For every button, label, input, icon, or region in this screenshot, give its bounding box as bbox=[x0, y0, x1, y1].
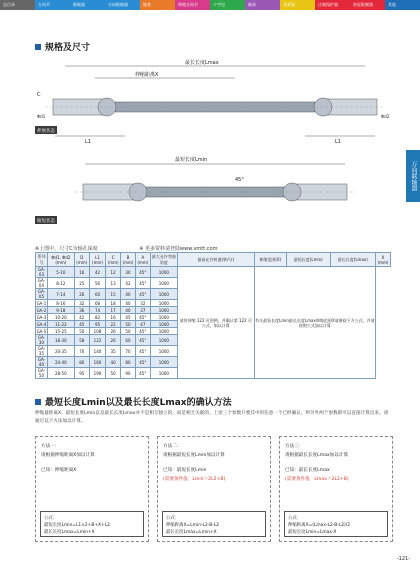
table-cell: 1000 bbox=[150, 278, 177, 289]
table-cell: 140 bbox=[89, 346, 105, 357]
table-cell: 7-14 bbox=[47, 289, 74, 300]
table-cell: 50 bbox=[106, 368, 121, 379]
table-cell: 1000 bbox=[150, 368, 177, 379]
table-cell: 40 bbox=[121, 307, 136, 314]
table-cell: 45° bbox=[135, 267, 150, 278]
table-cell: 15 bbox=[106, 289, 121, 300]
table-cell: 36 bbox=[74, 307, 89, 314]
formula-line-1: 伸缩距离X=(Lmax-L2-B-L2)/2 bbox=[288, 523, 351, 528]
table-cell: 20-35 bbox=[47, 346, 74, 357]
extended-coupling bbox=[45, 66, 385, 136]
method-known: 已知：最短长度Lmin bbox=[163, 468, 207, 473]
table-cell: 50 bbox=[121, 321, 136, 328]
nav-item-7[interactable]: 轴承 bbox=[245, 0, 280, 10]
table-cell: 45 bbox=[74, 321, 89, 328]
method-subtitle: 请根据最短长度Lmin加以计算 bbox=[163, 453, 225, 458]
table-cell: 1000 bbox=[150, 335, 177, 346]
section2-title-text: 最短长度Lmin以及最长长度Lmax的确认方法 bbox=[45, 398, 232, 408]
table-cell: 1000 bbox=[150, 289, 177, 300]
table-cell: 30 bbox=[121, 267, 136, 278]
table-cell: GA-40 bbox=[36, 357, 48, 368]
nav-item-9[interactable]: 过载保护器 bbox=[315, 0, 350, 10]
label-d2: Φd2 bbox=[381, 114, 390, 119]
table-cell: 42 bbox=[121, 278, 136, 289]
table-cell: GA-1 bbox=[36, 300, 47, 306]
nav-item-11[interactable]: 其他 bbox=[385, 0, 420, 10]
table-cell: 1000 bbox=[150, 346, 177, 357]
table-cell: 18 bbox=[106, 300, 121, 307]
table-header-cell: 系列号 bbox=[37, 253, 46, 265]
note-left: ※上图中，尺寸C为轴孔深度 bbox=[35, 246, 98, 252]
nav-item-2[interactable]: 联轴器 bbox=[70, 0, 105, 10]
table-cell: 26 bbox=[106, 335, 121, 346]
table-cell: 13 bbox=[106, 278, 121, 289]
table-header-cell: 最高允许转速(转/分) bbox=[177, 253, 254, 267]
nav-item-5[interactable]: 伸缩万向节 bbox=[175, 0, 210, 10]
section-title-text: 规格及尺寸 bbox=[45, 43, 91, 53]
formula-line-2: 最长长度Lmax=Lmin+X bbox=[166, 530, 217, 535]
method-box-1 bbox=[35, 436, 149, 542]
label-lmax: 最长长度Lmax bbox=[185, 60, 219, 66]
spec-table bbox=[35, 252, 391, 379]
table-cell: 80 bbox=[74, 357, 89, 368]
table-header-cell: D (mm) bbox=[74, 253, 89, 267]
table-cell: GA-05 bbox=[36, 289, 48, 300]
table-header-cell: 最大允许弯曲角度 bbox=[151, 253, 176, 265]
table-cell: 60 bbox=[89, 289, 105, 300]
nav-item-4[interactable]: 胀套 bbox=[140, 0, 175, 10]
table-cell: 1000 bbox=[150, 300, 177, 307]
table-note-2: 有关最短长度Lmin最长长度Lmax伸缩范围X请参阅下方公式，并请按照公式加以计算 bbox=[254, 267, 375, 379]
table-cell: 190 bbox=[89, 368, 105, 379]
table-cell: 35 bbox=[106, 346, 121, 357]
table-header-cell: 最长长度(Lmax) bbox=[330, 253, 375, 267]
table-header-cell: L1 (mm) bbox=[89, 253, 105, 267]
notes bbox=[35, 245, 395, 252]
label-extended-state: 伸展状态 bbox=[37, 129, 55, 134]
table-cell: 74 bbox=[89, 307, 105, 314]
table-note-1: 请用伸缩 122 页图例，并确认第 122 页公式，如以计算 bbox=[177, 267, 254, 379]
label-x: 伸缩距离X bbox=[135, 72, 159, 78]
table-cell: 1000 bbox=[150, 267, 177, 278]
label-c: C bbox=[37, 92, 41, 98]
table-cell: 45° bbox=[135, 314, 150, 321]
table-cell: 80 bbox=[121, 357, 136, 368]
table-cell: GA-30 bbox=[36, 335, 48, 346]
table-cell: 1000 bbox=[150, 321, 177, 328]
table-header-cell: X (mm) bbox=[376, 253, 391, 267]
table-cell: 58 bbox=[74, 335, 89, 346]
method-known: 已知：最长长度Lmax bbox=[285, 468, 330, 473]
method-description: 伸缩量距离X、最短长度Lmin以及最长长度Lmax并不是相互独立的，而是相互关联的。上述三个参数只要其中的任意一个已经确认，则另外两个参数即可以直接计算出来。请通过以下方法加以计算。 bbox=[35, 411, 389, 424]
nav-item-1[interactable]: 万向节 bbox=[35, 0, 70, 10]
table-cell: 40 bbox=[106, 357, 121, 368]
label-l1-right: L1 bbox=[335, 139, 341, 145]
bullet-square-icon bbox=[35, 399, 41, 405]
top-nav bbox=[0, 0, 420, 10]
table-cell: 16 bbox=[106, 314, 121, 321]
formula-line-1: 伸缩距离X=Lmin-L2-B-L2 bbox=[166, 523, 220, 528]
table-cell: 1000 bbox=[150, 328, 177, 335]
table-cell: GA-5 bbox=[36, 328, 47, 334]
table-cell: 25 bbox=[74, 278, 89, 289]
table-cell: 32 bbox=[74, 300, 89, 307]
table-cell: 28-50 bbox=[47, 368, 74, 379]
table-cell: 1000 bbox=[150, 314, 177, 321]
table-cell: 1000 bbox=[150, 307, 177, 314]
table-cell: GA-35 bbox=[36, 346, 48, 357]
table-cell: 40 bbox=[121, 300, 136, 307]
table-cell: 10-20 bbox=[47, 314, 74, 321]
table-cell: 45° bbox=[135, 368, 150, 379]
table-cell: 45° bbox=[135, 335, 150, 346]
table-cell: 16 bbox=[74, 267, 89, 278]
label-lmin: 最短长度Lmin bbox=[175, 157, 208, 163]
table-header-cell: 最短长度(Lmin) bbox=[286, 253, 330, 267]
method-title: 方法三： bbox=[285, 444, 304, 449]
table-header-row bbox=[36, 253, 391, 267]
method-box-3 bbox=[279, 436, 393, 542]
table-cell: 122 bbox=[89, 335, 105, 346]
table-cell: 47 bbox=[135, 321, 150, 328]
table-cell: GA-50 bbox=[36, 368, 48, 379]
table-cell: 1000 bbox=[150, 357, 177, 368]
label-d1: Φd1 bbox=[37, 114, 46, 119]
formula-title: 公式： bbox=[166, 516, 180, 521]
bullet-square-icon bbox=[35, 44, 41, 50]
table-cell: 8-16 bbox=[47, 300, 74, 307]
formula-line-1: 最短长度Lmin=L1×2+B+X+L2 bbox=[44, 523, 110, 528]
formula-box bbox=[40, 511, 144, 537]
formula-line-2: 最短长度Lmin=Lmax-X bbox=[288, 530, 337, 535]
table-cell: 32 bbox=[135, 300, 150, 307]
table-cell: 70 bbox=[74, 346, 89, 357]
table-cell: 22 bbox=[106, 321, 121, 328]
table-cell: 24-40 bbox=[47, 357, 74, 368]
table-cell: 9-18 bbox=[47, 307, 74, 314]
table-row bbox=[36, 267, 391, 278]
table-cell: GA-4 bbox=[36, 321, 47, 327]
table-header-cell: B (mm) bbox=[122, 254, 134, 265]
table-cell: GA-3 bbox=[36, 314, 47, 320]
coupling-drawing bbox=[35, 56, 395, 236]
table-cell: 12 bbox=[106, 267, 121, 278]
method-known: 已知：伸缩距离X bbox=[41, 468, 77, 473]
table-cell: GA-04 bbox=[36, 278, 48, 289]
method-box-2 bbox=[157, 436, 271, 542]
table-cell: 160 bbox=[89, 357, 105, 368]
table-cell: 108 bbox=[89, 328, 105, 335]
table-cell: 50 bbox=[121, 328, 136, 335]
table-cell: 37 bbox=[135, 307, 150, 314]
table-cell: 15-25 bbox=[47, 328, 74, 335]
table-header-cell: 伸缩范围(X) bbox=[254, 253, 286, 267]
table-cell: 40 bbox=[121, 289, 136, 300]
method-title: 方法二： bbox=[163, 444, 182, 449]
table-header-cell: Φd1, Φd2 (mm) bbox=[47, 253, 74, 267]
section-title-method bbox=[35, 395, 232, 408]
note-right[interactable]: ※ 更多资料请登陆www.vmtt.com bbox=[139, 246, 218, 252]
table-cell: 90 bbox=[121, 368, 136, 379]
table-cell: 42 bbox=[74, 314, 89, 321]
table-cell: 45° bbox=[135, 357, 150, 368]
table-cell: 45° bbox=[135, 278, 150, 289]
table-cell: 18-30 bbox=[47, 335, 74, 346]
page-number: -121- bbox=[396, 556, 410, 562]
formula-title: 公式： bbox=[288, 516, 302, 521]
table-header-cell: C (mm) bbox=[107, 254, 119, 265]
method-title: 方法一： bbox=[41, 444, 60, 449]
method-condition: (需要条件值：Lmax＞2L2+B) bbox=[285, 477, 349, 482]
table-cell: 68 bbox=[89, 300, 105, 307]
formula-box bbox=[162, 511, 266, 537]
table-cell: 17 bbox=[106, 307, 121, 314]
table-cell: 60 bbox=[121, 335, 136, 346]
method-condition: (需要条件值：Lmin＞2L2+B) bbox=[163, 477, 226, 482]
table-cell: 70 bbox=[121, 346, 136, 357]
method-subtitle: 请根据伸缩距离X加以计算 bbox=[41, 453, 95, 458]
label-l1-left: L1 bbox=[85, 139, 91, 145]
table-cell: GA-2 bbox=[36, 307, 47, 313]
table-cell: 45° bbox=[135, 346, 150, 357]
nav-item-8[interactable]: 张紧器 bbox=[280, 0, 315, 10]
table-cell: 26 bbox=[106, 328, 121, 335]
table-cell: 45 bbox=[121, 314, 136, 321]
table-cell: 45° bbox=[135, 289, 150, 300]
table-header-cell: A (mm) bbox=[137, 254, 149, 265]
side-tab[interactable]: 万向联轴器 bbox=[406, 150, 420, 202]
table-cell: 42 bbox=[89, 267, 105, 278]
table-cell: 95 bbox=[74, 368, 89, 379]
table-cell: 82 bbox=[89, 314, 105, 321]
retracted-coupling bbox=[75, 164, 355, 201]
nav-item-10[interactable]: 转矩限制器 bbox=[350, 0, 385, 10]
formula-title: 公式： bbox=[44, 516, 58, 521]
method-subtitle: 请根据最长长度Lmax加以计算 bbox=[285, 453, 349, 458]
table-cell: GA-03 bbox=[36, 267, 48, 278]
label-angle: 45° bbox=[235, 177, 244, 183]
nav-item-6[interactable]: 十字包 bbox=[210, 0, 245, 10]
table-cell: 8-12 bbox=[47, 278, 74, 289]
table-cell: 95 bbox=[89, 321, 105, 328]
table-cell: 11-22 bbox=[47, 321, 74, 328]
formula-box bbox=[284, 511, 388, 537]
nav-item-0[interactable]: 总目录 bbox=[0, 0, 35, 10]
table-cell: 5-10 bbox=[47, 267, 74, 278]
table-cell: 26 bbox=[74, 289, 89, 300]
nav-item-3[interactable]: 万向联轴器 bbox=[105, 0, 140, 10]
label-retracted-state: 缩短状态 bbox=[37, 219, 55, 224]
formula-line-2: 最长长度Lmax=Lmin+X bbox=[44, 530, 95, 535]
table-cell: 50 bbox=[74, 328, 89, 335]
section-title-specs bbox=[35, 40, 90, 53]
table-cell: 56 bbox=[89, 278, 105, 289]
table-cell: 45° bbox=[135, 328, 150, 335]
